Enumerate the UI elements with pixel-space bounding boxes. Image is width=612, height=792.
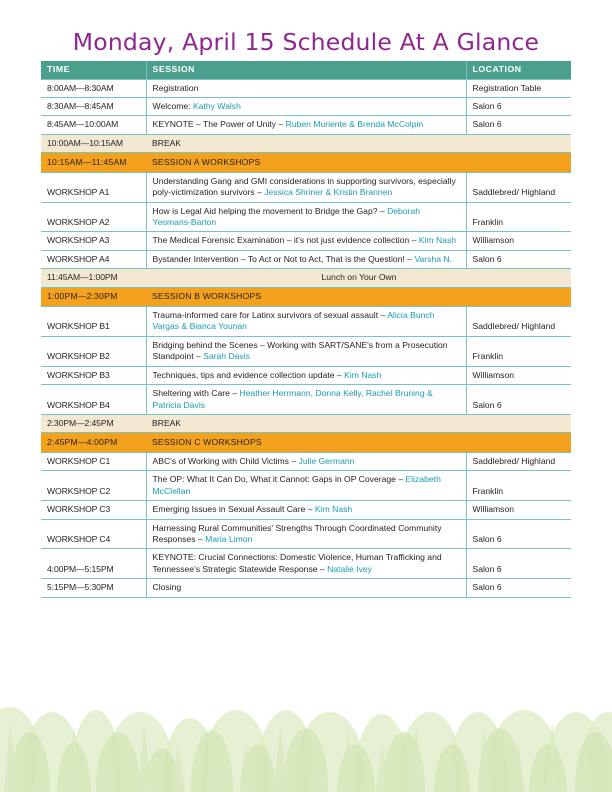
presenter-name: Kim Nash (418, 235, 457, 246)
presenter-name: Kim Nash (344, 369, 382, 380)
schedule-table (41, 61, 571, 598)
page-title: Monday, April 15 Schedule At A Glance (72, 28, 540, 56)
cell-session-merged: Lunch on Your Own (146, 269, 571, 287)
cell-location: Registration Table (466, 79, 571, 97)
cell-location: Franklin (466, 202, 571, 232)
cell-time: WORKSHOP A3 (41, 232, 146, 250)
foliage-back-layer (0, 707, 612, 792)
cell-time: WORKSHOP C3 (41, 501, 146, 519)
cell-location: Salon 6 (466, 116, 571, 134)
footer-foliage-decoration (0, 662, 612, 792)
presenter-name: Elizabeth McClellan (152, 474, 441, 496)
presenter-name: Alicia Bunch Vargas & Bianca Younan (152, 310, 435, 332)
cell-session: Registration (146, 79, 466, 97)
cell-time: 4:00PM—5:15PM (41, 549, 146, 579)
table-row (41, 549, 571, 579)
cell-session-merged: SESSION C WORKSHOPS (146, 433, 571, 452)
cell-session: The Medical Forensic Examination – it's not just evidence collection – Kim Nash (146, 232, 466, 250)
cell-location: Saddlebred/ Highland (466, 172, 571, 202)
cell-time: 2:45PM—4:00PM (41, 433, 146, 452)
presenter-name: Kim Nash (314, 504, 353, 515)
cell-session-merged: SESSION B WORKSHOPS (146, 287, 571, 306)
presenter-name: Heather Herrmann, Donna Kelly, Rachel Bruning & Patricia Davis (152, 388, 433, 410)
cell-time: 11:45AM—1:00PM (41, 269, 146, 287)
cell-session: Understanding Gang and GMI considerations in supporting survivors, especially poly-victimization survivors – Jessica Shriner & Kristin Brannen (146, 172, 466, 202)
cell-time: WORKSHOP C4 (41, 519, 146, 549)
cell-session: Harnessing Rural Communities' Strengths Through Coordinated Community Responses – Maria Limon (146, 519, 466, 549)
presenter-name: Natalie Ivey (327, 563, 372, 574)
table-row (41, 366, 571, 384)
table-row (41, 336, 571, 366)
cell-location: Franklin (466, 336, 571, 366)
table-row (41, 202, 571, 232)
table-row (41, 501, 571, 519)
cell-location: Saddlebred/ Highland (466, 452, 571, 470)
cell-time: WORKSHOP B2 (41, 336, 146, 366)
column-header-session: SESSION (146, 61, 466, 79)
table-row (41, 269, 571, 287)
cell-location: Salon 6 (466, 519, 571, 549)
cell-time: WORKSHOP C2 (41, 471, 146, 501)
cell-time: WORKSHOP B4 (41, 385, 146, 415)
presenter-name: Maria Limon (205, 533, 253, 544)
foliage-blade-layer (4, 720, 593, 792)
cell-location: Salon 6 (466, 385, 571, 415)
presenter-name: Julie Germann (298, 455, 355, 466)
table-row (41, 471, 571, 501)
table-row (41, 153, 571, 172)
table-row (41, 232, 571, 250)
cell-session-merged: BREAK (146, 415, 571, 433)
foliage-mid-layer (10, 728, 612, 792)
table-row (41, 79, 571, 97)
table-header-row (41, 61, 571, 79)
cell-location: Saddlebred/ Highland (466, 307, 571, 337)
cell-time: 10:15AM—11:45AM (41, 153, 146, 172)
presenter-name: Kathy Walsh (192, 100, 241, 111)
cell-session-merged: SESSION A WORKSHOPS (146, 153, 571, 172)
cell-time: WORKSHOP B3 (41, 366, 146, 384)
cell-location: Salon 6 (466, 549, 571, 579)
column-header-location: LOCATION (466, 61, 571, 79)
cell-session-merged: BREAK (146, 134, 571, 152)
table-row (41, 433, 571, 452)
cell-location: Williamson (466, 501, 571, 519)
cell-location: Salon 6 (466, 97, 571, 115)
cell-session: Bridging behind the Scenes – Working with SART/SANE's from a Prosecution Standpoint – Sarah Davis (146, 336, 466, 366)
table-row (41, 519, 571, 549)
cell-time: WORKSHOP A1 (41, 172, 146, 202)
cell-session: KEYNOTE: Crucial Connections: Domestic Violence, Human Trafficking and Tennessee's Strategic Statewide Response – Natalie Ivey (146, 549, 466, 579)
table-body (41, 79, 571, 597)
cell-session: Closing (146, 579, 466, 597)
cell-session: ABC's of Working with Child Victims – Julie Germann (146, 452, 466, 470)
cell-time: 8:00AM—8:30AM (41, 79, 146, 97)
schedule-table-container (41, 61, 571, 598)
table-row (41, 415, 571, 433)
table-row (41, 97, 571, 115)
cell-location: Williamson (466, 366, 571, 384)
table-row (41, 307, 571, 337)
presenter-name: Jessica Shriner & Kristin Brannen (264, 187, 393, 198)
column-header-time: TIME (41, 61, 146, 79)
cell-time: WORKSHOP B1 (41, 307, 146, 337)
cell-session: How is Legal Aid helping the movement to Bridge the Gap? – Deborah Yeomans-Barton (146, 202, 466, 232)
cell-time: 2:30PM—2:45PM (41, 415, 146, 433)
table-row (41, 116, 571, 134)
cell-session: Trauma-informed care for Latinx survivors of sexual assault – Alicia Bunch Vargas & Bianca Younan (146, 307, 466, 337)
table-row (41, 287, 571, 306)
cell-time: WORKSHOP A4 (41, 250, 146, 268)
cell-location: Salon 6 (466, 579, 571, 597)
cell-session: KEYNOTE – The Power of Unity – Ruben Muriente & Brenda McColpin (146, 116, 466, 134)
table-row (41, 250, 571, 268)
cell-session: Welcome: Kathy Walsh (146, 97, 466, 115)
cell-time: WORKSHOP C1 (41, 452, 146, 470)
cell-time: 1:00PM—2:30PM (41, 287, 146, 306)
cell-session: The OP: What It Can Do, What it Cannot: Gaps in OP Coverage – Elizabeth McClellan (146, 471, 466, 501)
table-row (41, 172, 571, 202)
cell-time: 8:30AM—8:45AM (41, 97, 146, 115)
table-header (41, 61, 571, 79)
presenter-name: Varsha N. (414, 253, 453, 264)
cell-location: Salon 6 (466, 250, 571, 268)
presenter-name: Sarah Davis (203, 351, 250, 362)
cell-location: Williamson (466, 232, 571, 250)
cell-session: Sheltering with Care – Heather Herrmann, Donna Kelly, Rachel Bruning & Patricia Davis (146, 385, 466, 415)
table-row (41, 134, 571, 152)
table-row (41, 452, 571, 470)
cell-time: 10:00AM—10:15AM (41, 134, 146, 152)
cell-session: Bystander Intervention – To Act or Not to Act, That is the Question! – Varsha N. (146, 250, 466, 268)
cell-session: Techniques, tips and evidence collection update – Kim Nash (146, 366, 466, 384)
cell-time: WORKSHOP A2 (41, 202, 146, 232)
cell-location: Franklin (466, 471, 571, 501)
presenter-name: Deborah Yeomans-Barton (152, 205, 421, 227)
table-row (41, 385, 571, 415)
presenter-name: Ruben Muriente & Brenda McColpin (285, 119, 424, 130)
table-row (41, 579, 571, 597)
cell-time: 5:15PM—5:30PM (41, 579, 146, 597)
cell-time: 8:45AM—10:00AM (41, 116, 146, 134)
cell-session: Emerging Issues in Sexual Assault Care – Kim Nash (146, 501, 466, 519)
